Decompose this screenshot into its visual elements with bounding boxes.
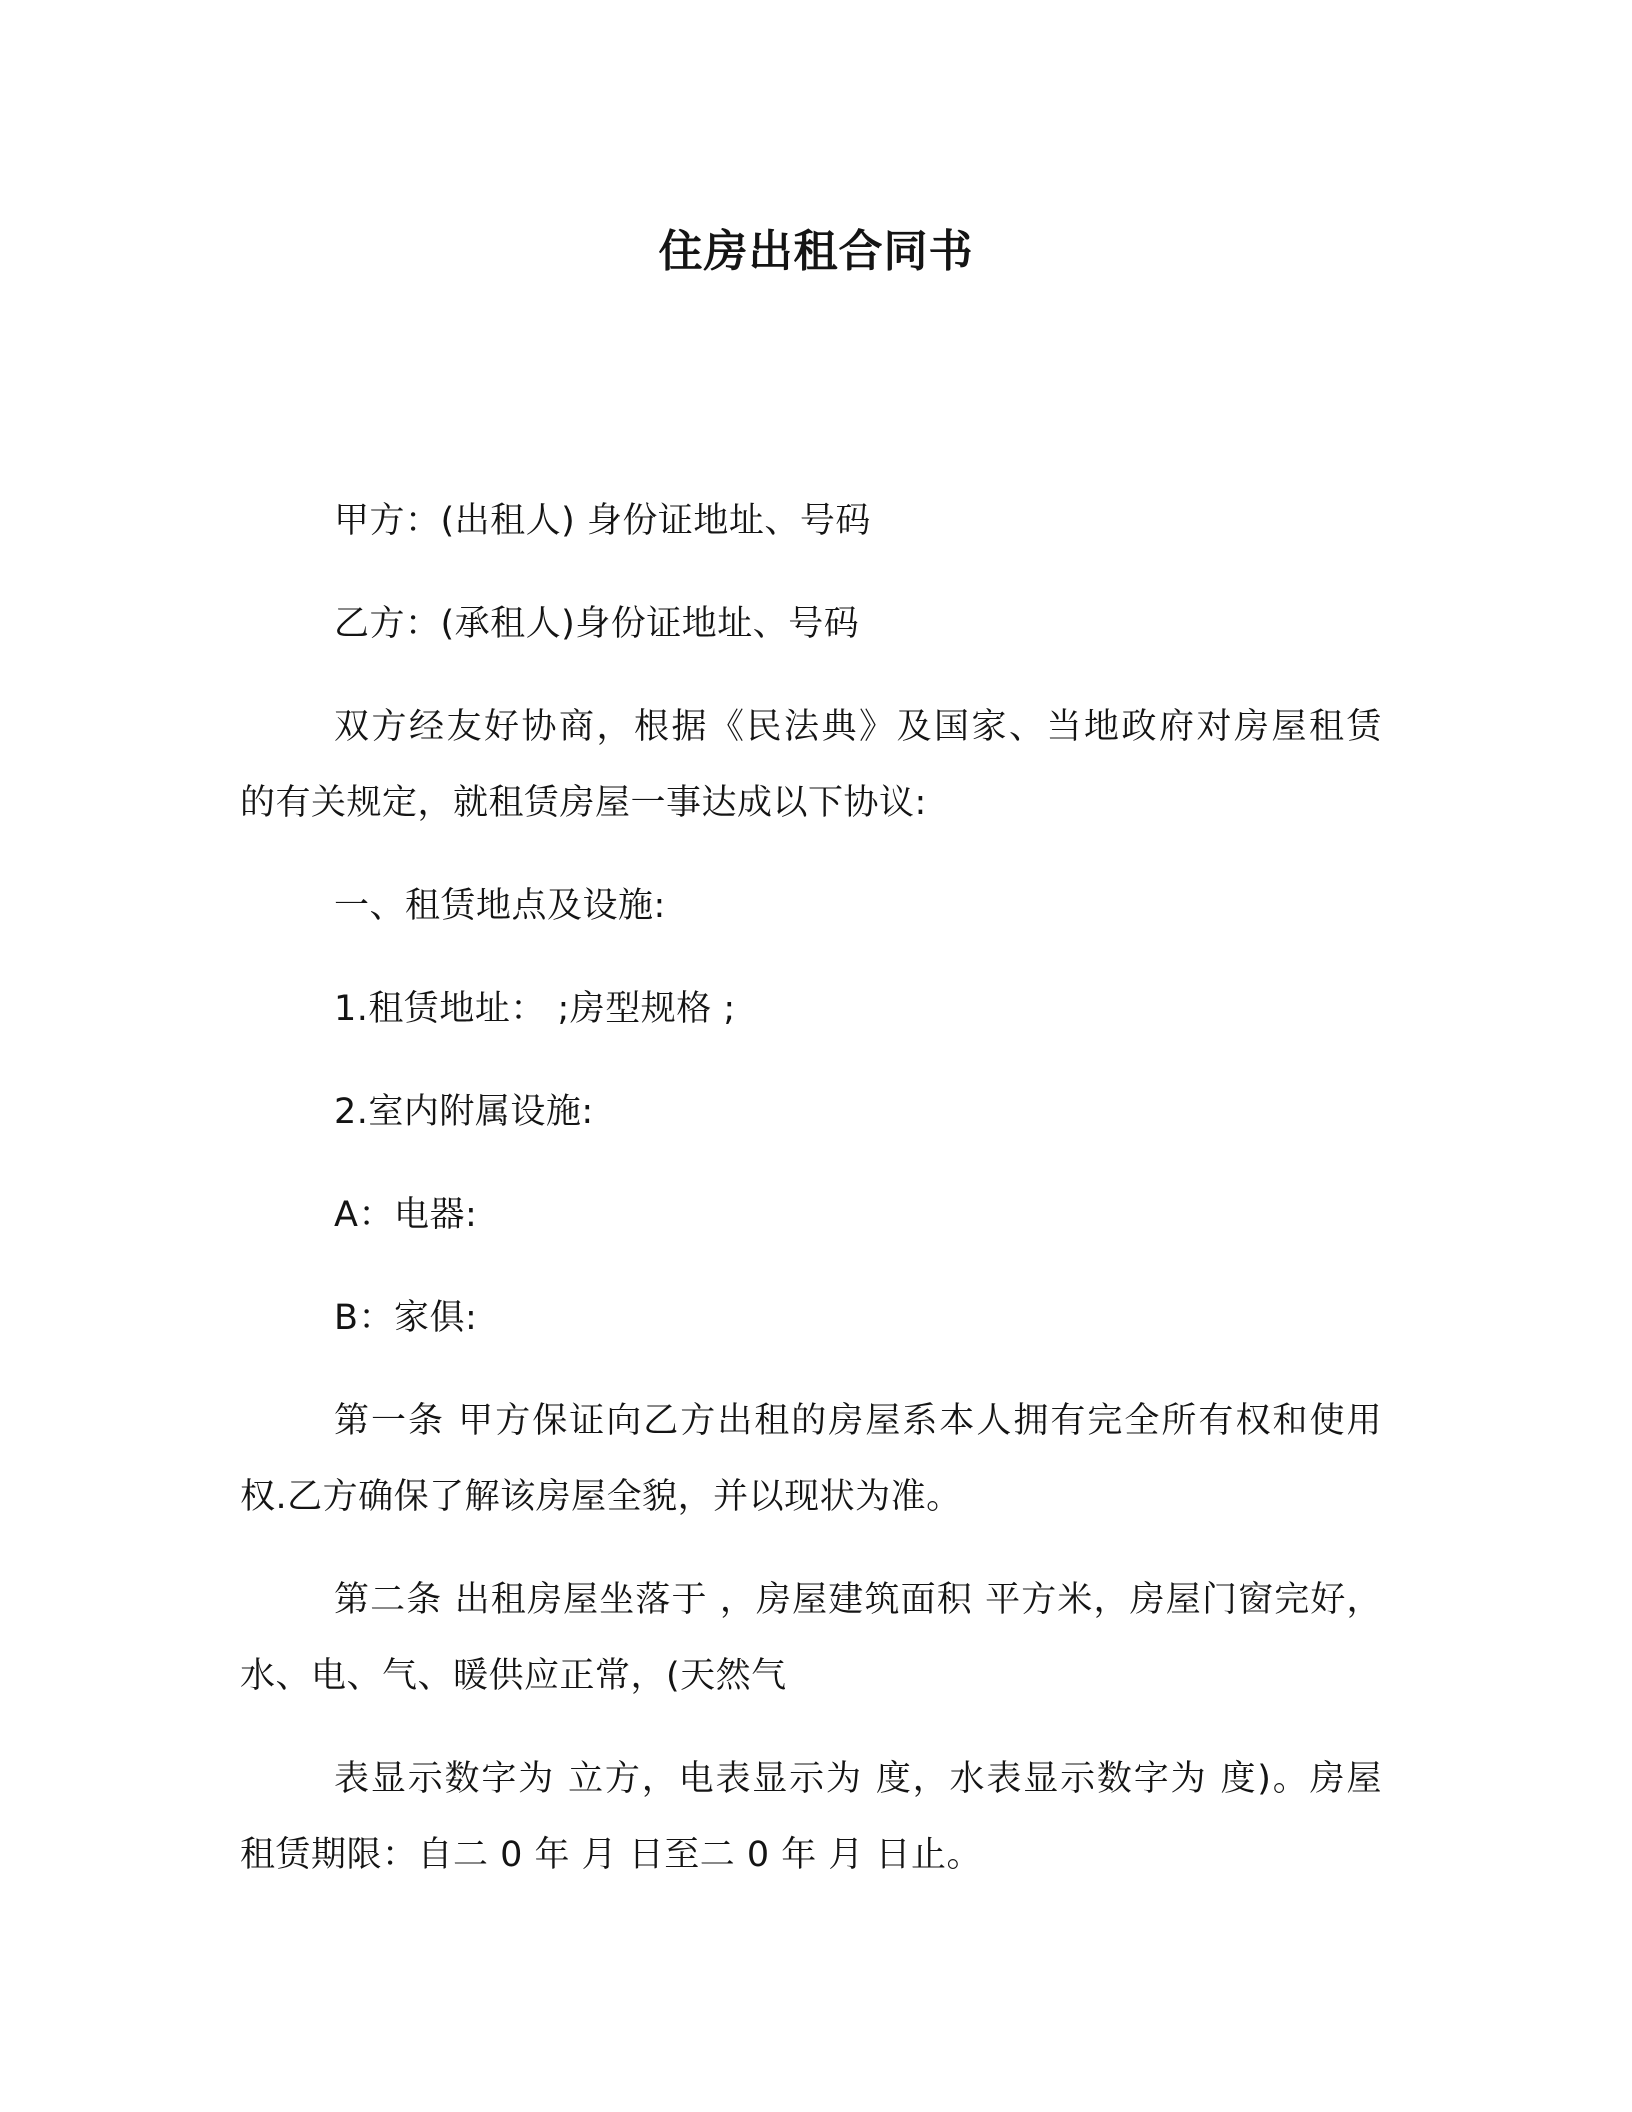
- article-1-line-2: 权.乙方确保了解该房屋全貌，并以现状为准。: [240, 1477, 962, 1517]
- section-heading: 一、租赁地点及设施:: [334, 886, 666, 926]
- article-2-line-3: 表显示数字为 立方，电表显示为 度，水表显示数字为 度)。房屋: [334, 1759, 1382, 1799]
- item-appliances: A：电器:: [334, 1195, 478, 1235]
- intro-paragraph-line-2: 的有关规定，就租赁房屋一事达成以下协议:: [240, 783, 927, 823]
- item-rental-address: 1.租赁地址： ;房型规格 ;: [334, 989, 736, 1029]
- item-furniture: B：家俱:: [334, 1298, 478, 1338]
- article-2-line-2: 水、电、气、暖供应正常，(天然气: [240, 1656, 787, 1696]
- party-a-line: 甲方：(出租人) 身份证地址、号码: [334, 501, 871, 541]
- article-2-line-1: 第二条 出租房屋坐落于 ，房屋建筑面积 平方米，房屋门窗完好，: [334, 1580, 1382, 1620]
- article-1-line-1: 第一条 甲方保证向乙方出租的房屋系本人拥有完全所有权和使用: [334, 1401, 1382, 1441]
- intro-paragraph-line-1: 双方经友好协商，根据《民法典》及国家、当地政府对房屋租赁: [334, 707, 1382, 747]
- item-facilities: 2.室内附属设施:: [334, 1092, 594, 1132]
- document-title: 住房出租合同书: [658, 226, 974, 277]
- party-b-line: 乙方：(承租人)身份证地址、号码: [334, 604, 860, 644]
- article-2-line-4: 租赁期限：自二 0 年 月 日至二 0 年 月 日止。: [240, 1835, 983, 1875]
